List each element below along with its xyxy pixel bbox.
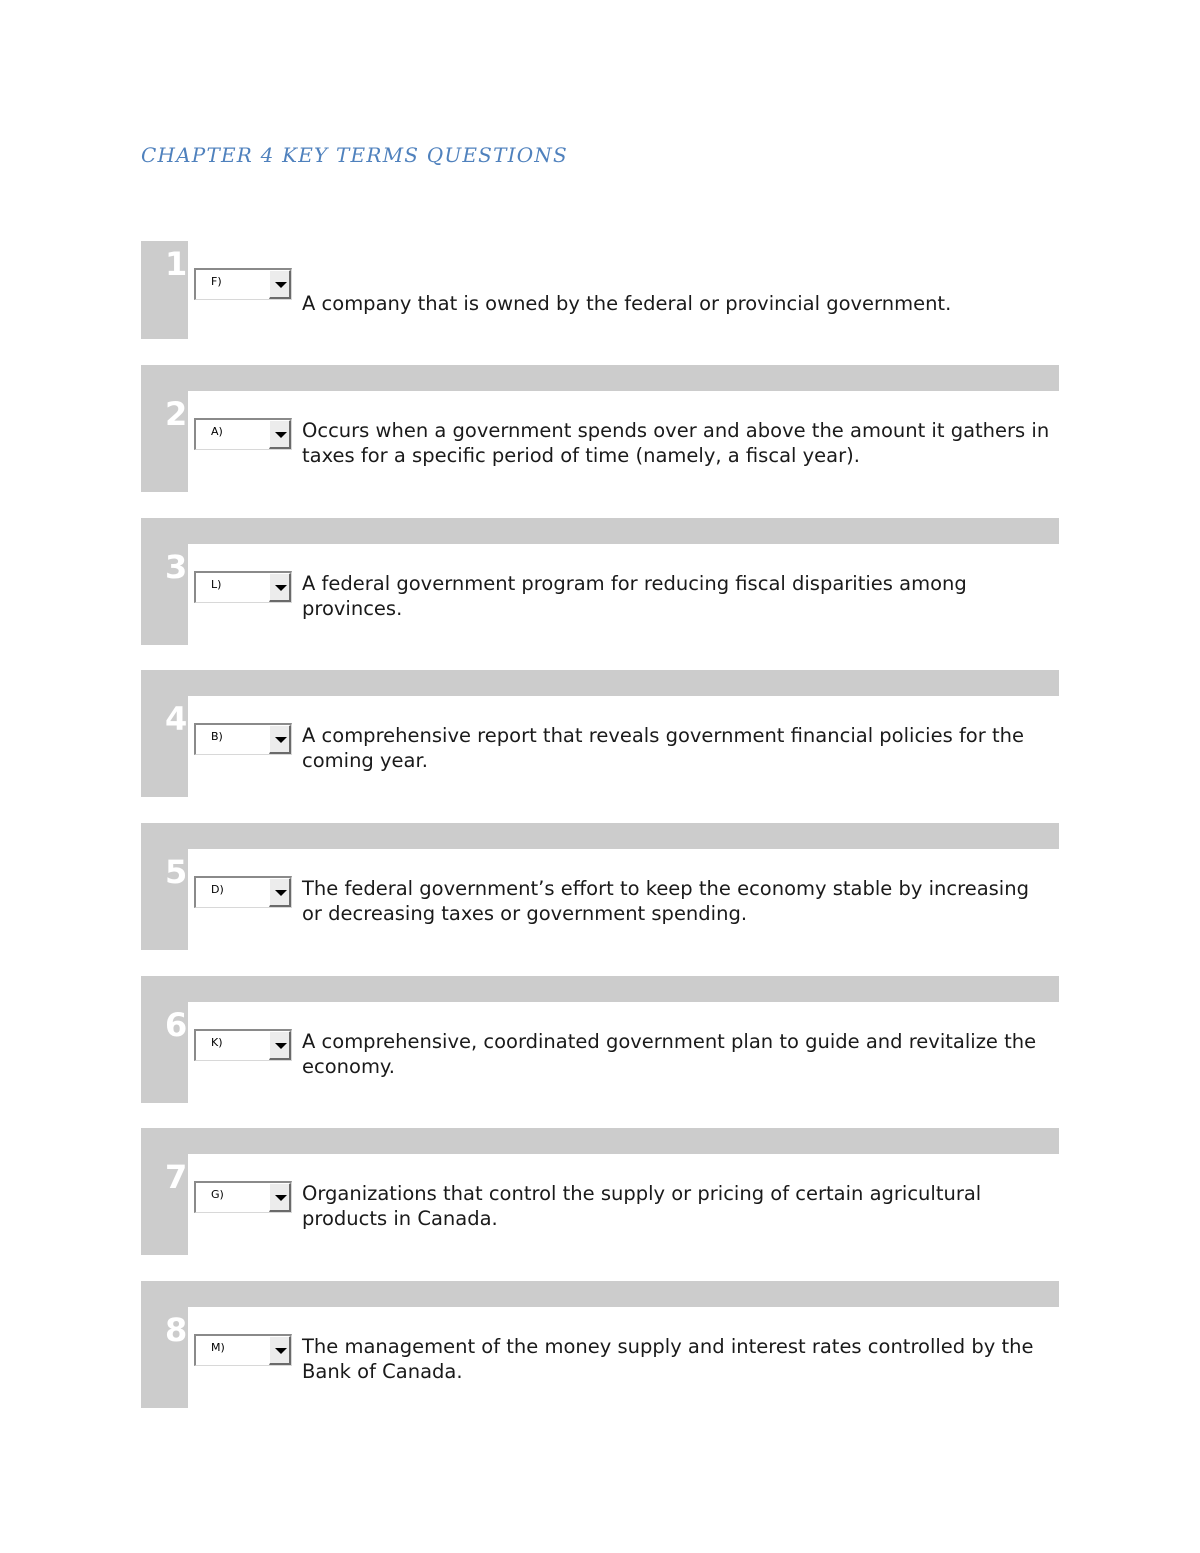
answer-dropdown[interactable] [194,1181,292,1213]
answer-value: A) [211,425,223,438]
chevron-down-icon [275,585,287,591]
dropdown-button[interactable] [269,420,291,449]
chevron-down-icon [275,282,287,288]
question-text: A comprehensive report that reveals government financial policies for the coming year. [302,724,1024,772]
question-text: A federal government program for reducing fiscal disparities among provinces. [302,572,967,620]
chevron-down-icon [275,737,287,743]
question-header-bar [188,1281,1059,1307]
question-header-bar [188,670,1059,696]
dropdown-button[interactable] [269,725,291,754]
question-2 [141,365,1059,492]
question-number: 2 [165,395,188,433]
answer-dropdown[interactable] [194,418,292,450]
question-number: 4 [165,700,188,738]
chevron-down-icon [275,1043,287,1049]
question-text: The federal government’s effort to keep the economy stable by increasing or decreasing taxes or government spending. [302,877,1029,925]
dropdown-button[interactable] [269,1183,291,1212]
question-number: 6 [165,1006,188,1044]
question-text: Occurs when a government spends over and above the amount it gathers in taxes for a specific period of time (namely, a fiscal year). [302,419,1050,467]
answer-value: F) [211,275,222,288]
question-3 [141,518,1059,645]
question-header-bar [188,518,1059,544]
dropdown-button[interactable] [269,1031,291,1060]
answer-value: D) [211,883,224,896]
question-4 [141,670,1059,797]
answer-dropdown[interactable] [194,723,292,755]
question-1 [141,241,1059,339]
question-text: A company that is owned by the federal or provincial government. [302,292,952,315]
answer-dropdown[interactable] [194,1029,292,1061]
answer-dropdown[interactable] [194,571,292,603]
chevron-down-icon [275,890,287,896]
question-text: The management of the money supply and interest rates controlled by the Bank of Canada. [302,1335,1034,1383]
answer-value: M) [211,1341,225,1354]
answer-dropdown[interactable] [194,1334,292,1366]
question-number: 7 [165,1158,188,1196]
question-7 [141,1128,1059,1255]
dropdown-button[interactable] [269,573,291,602]
dropdown-button[interactable] [269,1336,291,1365]
question-number: 1 [165,245,188,283]
question-5 [141,823,1059,950]
question-number: 5 [165,853,188,891]
question-header-bar [188,365,1059,391]
dropdown-button[interactable] [269,270,291,299]
answer-value: L) [211,578,222,591]
chevron-down-icon [275,1195,287,1201]
answer-value: B) [211,730,223,743]
question-header-bar [188,823,1059,849]
question-6 [141,976,1059,1103]
chevron-down-icon [275,1348,287,1354]
answer-dropdown[interactable] [194,876,292,908]
chevron-down-icon [275,432,287,438]
page-title: CHAPTER 4 KEY TERMS QUESTIONS [141,143,568,167]
answer-dropdown[interactable] [194,268,292,300]
question-header-bar [188,976,1059,1002]
question-text: Organizations that control the supply or pricing of certain agricultural products in Canada. [302,1182,982,1230]
answer-value: K) [211,1036,223,1049]
answer-value: G) [211,1188,224,1201]
question-number: 3 [165,548,188,586]
question-8 [141,1281,1059,1408]
question-number: 8 [165,1311,188,1349]
question-text: A comprehensive, coordinated government plan to guide and revitalize the economy. [302,1030,1037,1078]
question-header-bar [188,1128,1059,1154]
dropdown-button[interactable] [269,878,291,907]
